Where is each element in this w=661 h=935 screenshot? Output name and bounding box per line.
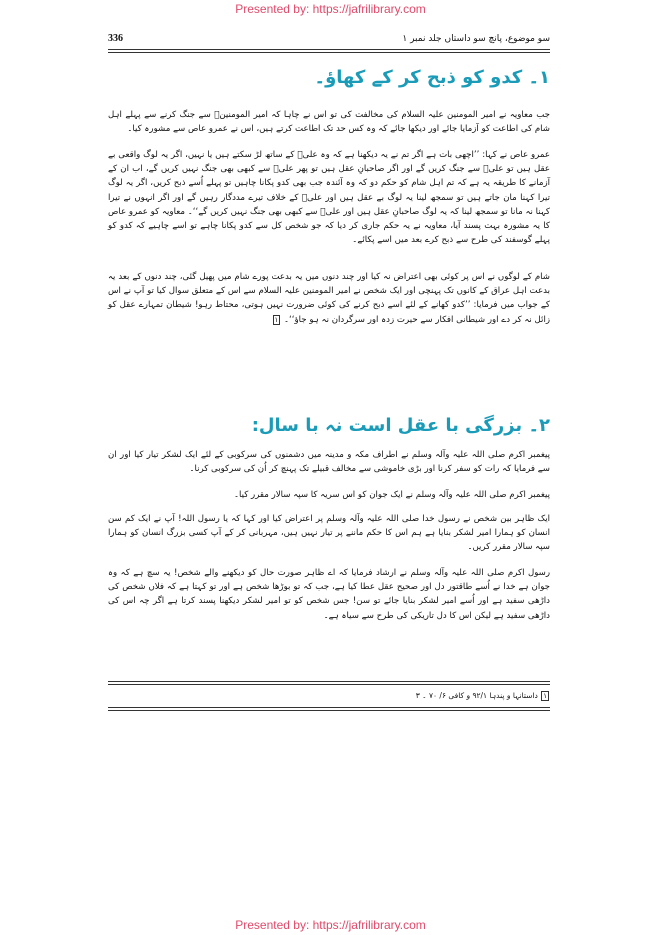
watermark-bottom: Presented by: https://jafrilibrary.com <box>235 918 426 932</box>
section-2-paragraph-2: پیغمبر اکرم صلی اللہ علیہ وآلہ وسلم نے ایک جوان کو اس سریہ کا سپہ سالار مقرر کیا۔ <box>233 490 550 500</box>
footnote-number: ۱ <box>543 692 547 700</box>
footnote-marker[interactable]: ۱ <box>274 315 279 324</box>
section-2-paragraph-1: پیغمبر اکرم صلی اللہ علیہ وآلہ وسلم نے اطراف مکہ و مدینہ میں دشمنوں کی سرکوبی کے لئے ایک لشکر تیار کیا اور ان سے فرمایا کہ رات کو سفر کرنا اور بڑی خاموشی سے مخالف قبیلے تک پہنچ کر اُن کی سرکوبی کرنا۔ <box>108 450 550 475</box>
section-heading-1: ۱۔ کدو کو ذبح کر کے کھاؤ۔ <box>314 67 550 88</box>
section-heading-2: ۲۔ بزرگی با عقل است نہ با سال: <box>251 415 550 436</box>
document-page <box>108 30 550 730</box>
running-title: سو موضوع، پانچ سو داستاں جلد نمبر ۱ <box>402 34 550 44</box>
footnote-bottom-rule <box>108 707 550 711</box>
section-2-paragraph-4: رسول اکرم صلی اللہ علیہ وآلہ وسلم نے ارشاد فرمایا کہ اے ظاہر صورت حال کو دیکھنے والے شخص! یہ سچ ہے کہ وہ جوان ہے خدا نے اُسے طاقتور دل اور صحیح عقل عطا کیا ہے، جب کہ تو بوڑھا شخص ہے اور تو کہتا ہے کہ فلاں شخص کی داڑھی سفید ہے اور اُسے امیر لشکر بنایا جائے تو سن! جس شخص کو تو امیر لشکر دیکھنا پسند کرتا ہے اگر چہ اس کی داڑھی سفید ہے لیکن اس کا دل تاریکی کی طرح سے سیاہ ہے۔ <box>108 568 550 621</box>
section-1-paragraph-3 <box>108 270 550 327</box>
footnote-rule <box>108 681 550 685</box>
header-rule <box>108 49 550 53</box>
section-2-paragraph-3: ایک ظاہر بین شخص نے رسول خدا صلی اللہ علیہ وآلہ وسلم پر اعتراض کیا اور کہا کہ یا رسول اللہ! آپ نے ایک کم سن انسان کو ہمارا امیر لشکر بنایا ہے ہم اس کا حکم ماننے پر تیار نہیں ہیں، مہربانی کر کے آپ کسی بزرگ انسان کو ہمارا سپہ سالار مقرر کریں۔ <box>108 514 550 553</box>
running-header <box>108 30 550 48</box>
watermark-top: Presented by: https://jafrilibrary.com <box>235 2 426 16</box>
page-number: 336 <box>108 33 123 44</box>
section-1-paragraph-3-text: شام کے لوگوں نے اس پر کوئی بھی اعتراض نہ کیا اور چند دنوں میں یہ بدعت پورے شام میں پھیل گئی، چند دنوں کے بعد یہ بدعت اہل عراق کے کانوں تک پہنچی اور ایک شخص نے امیر المومنین علیہ السلام سے اس کے متعلق سوال کیا تو آپ نے اس کے جواب میں فرمایا: ’’کدو کھانے کے لئے اسے ذبح کرنے کی کوئی ضرورت نہیں ہوتی، محتاط رہو! شیطان تمہارے عقل کو زائل نہ کر دے اور شیطانی افکار سے حیرت زدہ اور سرگردان نہ ہو جاؤ‘‘۔ <box>108 272 550 325</box>
footnote <box>108 690 550 702</box>
section-1-paragraph-1: جب معاویہ نے امیر المومنین علیہ السلام کی مخالفت کی تو اس نے چاہا کہ امیر المومنینؑ سے جنگ کرنے سے پہلے اہل شام کی اطاعت کو آزمایا جائے اور دیکھا جائے کہ وہ کس حد تک اطاعت کرتے ہیں، اس نے عمرو عاص سے مشورہ کیا۔ <box>108 110 550 135</box>
section-1-paragraph-2: عمرو عاص نے کہا: ’’اچھی بات ہے اگر تم نے یہ دیکھنا ہے کہ وہ علیؑ کے ساتھ لڑ سکتے ہیں یا نہیں، اگر یہ لوگ واقعی بے عقل ہیں تو علیؑ سے جنگ کریں گے اور اگر صاحبانِ عقل ہیں تو پھر علیؑ سے کبھی بھی جنگ نہیں کریں گے، اب ان کے آزمانے کا طریقہ یہ ہے کہ تم اہل شام کو حکم دو کہ وہ آئندہ جب بھی کدو پکانا چاہیں تو پہلے اُسے ذبح کریں، اگر یہ لوگ تیرا کہنا مان جاتے ہیں تو سمجھ لینا یہ لوگ بے عقل ہیں اور علیؑ کے خلاف تیرے مددگار رہیں گے اور اگر انہوں نے تیرا کہنا نہ مانا تو سمجھ لینا کہ یہ لوگ صاحبانِ عقل ہیں اور علیؑ سے کبھی بھی جنگ نہیں کریں گے‘‘۔ معاویہ کو عمرو عاص کا یہ مشورہ بہت پسند آیا، معاویہ نے یہ حکم جاری کر دیا کہ جو شخص کل سے کدو پکانا چاہے تو اسے چاہیے کہ کدو کو پہلے گوسفند کی طرح سے ذبح کرے بعد میں اسے پکائے۔ <box>108 150 550 246</box>
footnote-text: داستانہا و پندہا ۹۲/۱ و کافی ۶/ ۷۰ ۔ ۳ <box>415 691 538 700</box>
